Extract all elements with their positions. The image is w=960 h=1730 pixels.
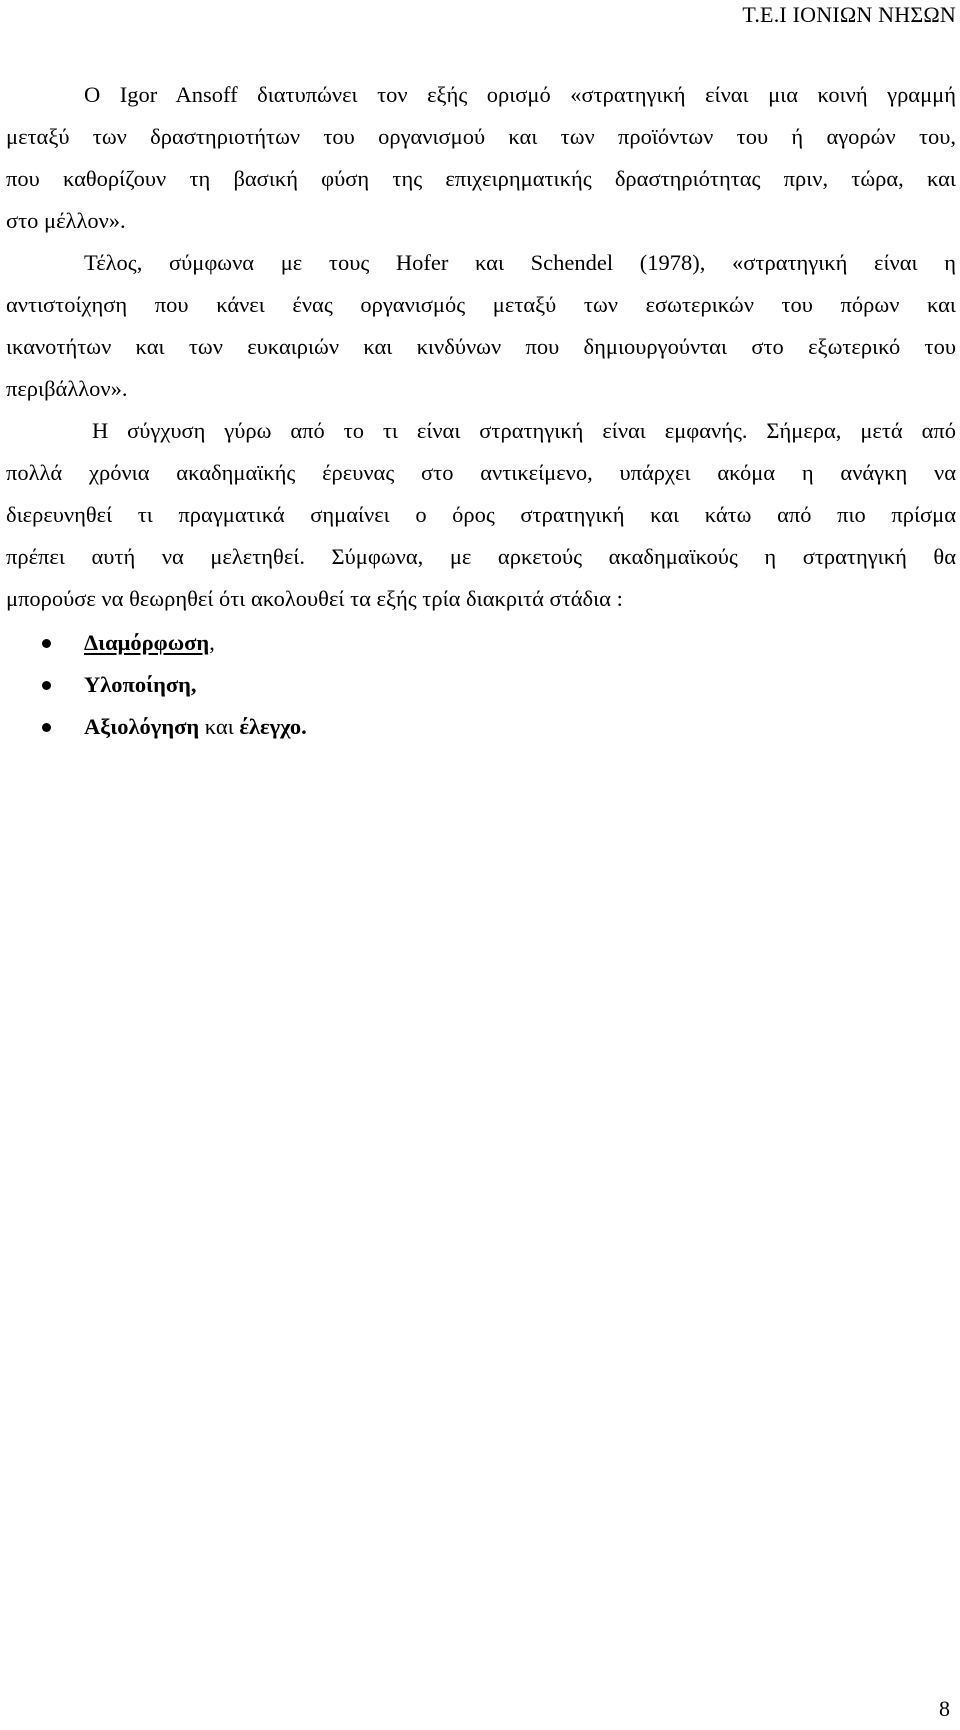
stage-name-control: έλεγχο. [239,714,307,739]
text-line: περιβάλλον». [6,376,128,401]
stage-name: Διαμόρφωση [84,630,210,655]
stage-name: Υλοποίηση, [84,672,197,697]
paragraph-strategy-stages-intro [6,410,956,620]
list-item-stage-formulation [6,622,956,664]
bullet-icon [42,723,51,732]
text-line: ικανοτήτων και των ευκαιριών και κινδύνων που δημιουργούνται στο εξωτερικό του [6,334,956,359]
text-line: μεταξύ των δραστηριοτήτων του οργανισμού και των προϊόντων του ή αγορών του, [6,124,956,149]
text-line: πολλά χρόνια ακαδημαϊκής έρευνας στο αντικείμενο, υπάρχει ακόμα η ανάγκη να [6,460,956,485]
stage-punctuation: , [209,630,215,655]
list-item-stage-implementation [6,664,956,706]
bullet-icon [42,681,51,690]
paragraph-ansoff-definition [6,74,956,242]
text-line: διερευνηθεί τι πραγματικά σημαίνει ο όρος στρατηγική και κάτω από πιο πρίσμα [6,502,956,527]
page-number: 8 [939,1696,950,1721]
text-line: μπορούσε να θεωρηθεί ότι ακολουθεί τα εξής τρία διακριτά στάδια : [6,586,623,611]
text-line: στο μέλλον». [6,208,126,233]
running-header: Τ.Ε.Ι ΙΟΝΙΩΝ ΝΗΣΩΝ [742,2,956,27]
paragraph-hofer-schendel-definition [6,242,956,410]
text-line: αντιστοίχηση που κάνει ένας οργανισμός μεταξύ των εσωτερικών του πόρων και [6,292,956,317]
text-line: που καθορίζουν τη βασική φύση της επιχειρηματικής δραστηριότητας πριν, τώρα, και [6,166,956,191]
strategy-stages-list [6,622,956,748]
text-line: πρέπει αυτή να μελετηθεί. Σύμφωνα, με αρκετούς ακαδημαϊκούς η στρατηγική θα [6,544,956,569]
document-body [6,74,956,748]
text-line: Η σύγχυση γύρω από το τι είναι στρατηγική είναι εμφανής. Σήμερα, μετά από [92,418,956,443]
text-line: Ο Igor Ansoff διατυπώνει τον εξής ορισμό «στρατηγική είναι μια κοινή γραμμή [84,82,956,107]
list-item-stage-evaluation [6,706,956,748]
stage-name: Αξιολόγηση [84,714,200,739]
text-line: Τέλος, σύμφωνα με τους Hofer και Schendel (1978), «στρατηγική είναι η [84,250,956,275]
stage-conjunction: και [199,714,240,739]
bullet-icon [42,639,51,648]
